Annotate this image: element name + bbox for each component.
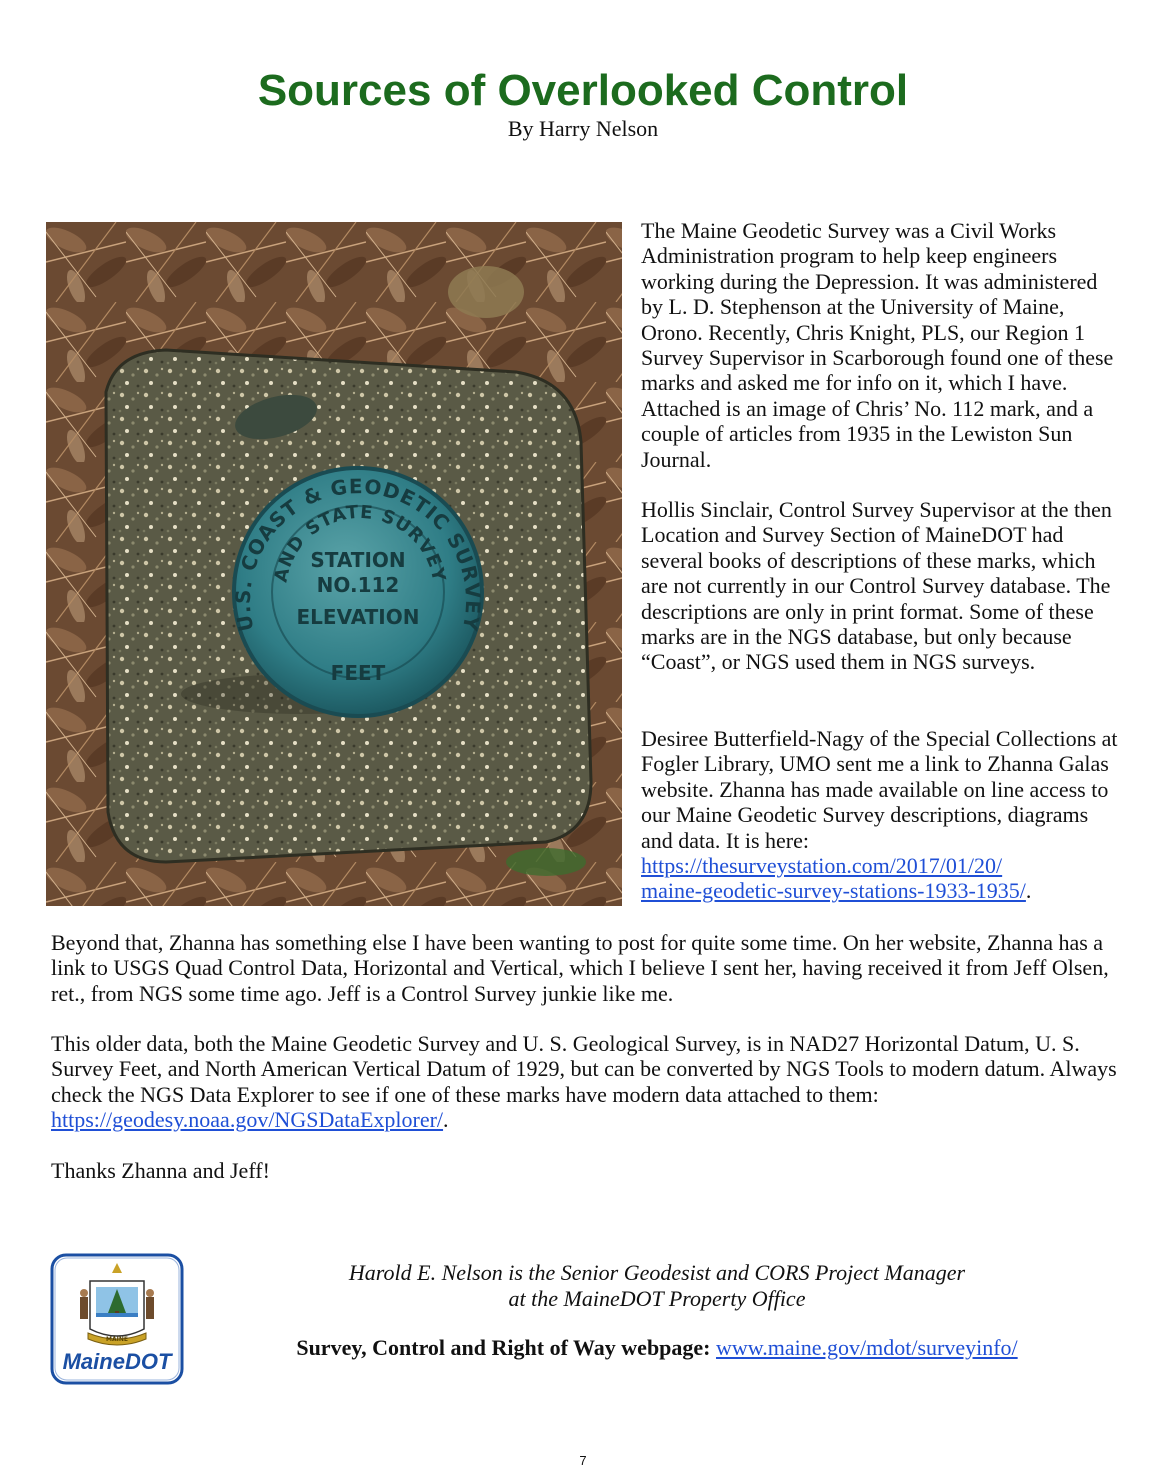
paragraph-6-text: Thanks Zhanna and Jeff! <box>51 1158 270 1183</box>
author-bio <box>260 1260 1054 1311</box>
ngs-data-explorer-link[interactable]: https://geodesy.noaa.gov/NGSDataExplorer/ <box>51 1107 444 1133</box>
marker-feet-text: FEET <box>330 661 386 685</box>
survey-webpage-label: Survey, Control and Right of Way webpage: <box>296 1335 717 1360</box>
author-bio-line-2: at the MaineDOT Property Office <box>508 1285 806 1311</box>
marker-elevation-text: ELEVATION <box>296 605 420 629</box>
mainedot-logo <box>50 1253 184 1385</box>
survey-webpage-line <box>200 1335 1114 1361</box>
survey-marker-illustration <box>46 222 622 906</box>
mainedot-logo-text: MaineDOT <box>62 1349 172 1374</box>
paragraph-2-text: Hollis Sinclair, Control Survey Supervisor at the then Location and Survey Section of MaineDOT had several books of descriptions of these marks, which are not currently in our Control Survey database. The descriptions are only in print format. Some of these marks are in the NGS database, but only because “Coast”, or NGS used them in NGS surveys. <box>641 497 1112 675</box>
author-bio-line-1: Harold E. Nelson is the Senior Geodesist and CORS Project Manager <box>348 1260 966 1285</box>
survey-webpage-link[interactable]: www.maine.gov/mdot/surveyinfo/ <box>716 1335 1018 1360</box>
article-byline: By Harry Nelson <box>507 116 659 141</box>
paragraph-5-text: This older data, both the Maine Geodetic Survey and U. S. Geological Survey, is in NAD27 Horizontal Datum, U. S. Survey Feet, and North American Vertical Datum of 1929, but can be converted by NGS Tools to modern datum. Always check the NGS Data Explorer to see if one of these marks have modern data attached to them: <box>51 1031 1117 1107</box>
marker-arc-inner-text: AND STATE SURVEY <box>270 501 450 585</box>
seal-text: MAINE <box>106 1336 128 1343</box>
paragraph-3: Desiree Butterfield-Nagy of the Special Collections at Fogler Library, UMO sent me a link to Zhanna Galas website. Zhanna has made available on line access to our Maine Geodetic Survey descriptions, diagrams and data. It is here: https://thesurveystation.com/2017/01/20/ maine-geodetic-survey-stations-1933-1935/. <box>641 726 1118 904</box>
paragraph-4-text: Beyond that, Zhanna has something else I have been wanting to post for quite some time. On her website, Zhanna has a link to USGS Quad Control Data, Horizontal and Vertical, which I believe I sent her, having received it from Jeff Olsen, ret., from NGS some time ago. Jeff is a Control Survey junkie like me. <box>51 930 1109 1006</box>
marker-arc-outer-text: U.S. COAST & GEODETIC SURVEY <box>230 474 486 634</box>
paragraph-1-text: The Maine Geodetic Survey was a Civil Works Administration program to help keep engineers working during the Depression. It was administered by L. D. Stephenson at the University of Maine, Orono. Recently, Chris Knight, PLS, our Region 1 Survey Supervisor in Scarborough found one of these marks and asked me for info on it, which I have. Attached is an image of Chris’ No. 112 mark, and a couple of articles from 1935 in the Lewiston Sun Journal. <box>641 218 1114 472</box>
paragraph-5: This older data, both the Maine Geodetic Survey and U. S. Geological Survey, is in NAD27 Horizontal Datum, U. S. Survey Feet, and North American Vertical Datum of 1929, but can be converted by NGS Tools to modern datum. Always check the NGS Data Explorer to see if one of these marks have modern data attached to them: https://geodesy.noaa.gov/NGSDataExplorer/. <box>51 1031 1117 1133</box>
paragraph-3-text: Desiree Butterfield-Nagy of the Special Collections at Fogler Library, UMO sent me a link to Zhanna Galas website. Zhanna has made available on line access to our Maine Geodetic Survey descriptions, diagrams and data. It is here: <box>641 726 1118 853</box>
article-title: Sources of Overlooked Control <box>257 66 909 115</box>
marker-number-text: NO.112 <box>316 573 400 597</box>
paragraph-4 <box>51 930 1121 1006</box>
paragraph-6 <box>51 1158 1121 1183</box>
paragraph-1 <box>641 218 1121 472</box>
page-number: 7 <box>579 1453 587 1468</box>
survey-station-link[interactable]: https://thesurveystation.com/2017/01/20/ maine-geodetic-survey-stations-1933-1935/ <box>641 853 1026 904</box>
marker-station-text: STATION <box>310 548 406 572</box>
paragraph-2 <box>641 497 1121 675</box>
survey-marker-photo <box>46 222 622 906</box>
